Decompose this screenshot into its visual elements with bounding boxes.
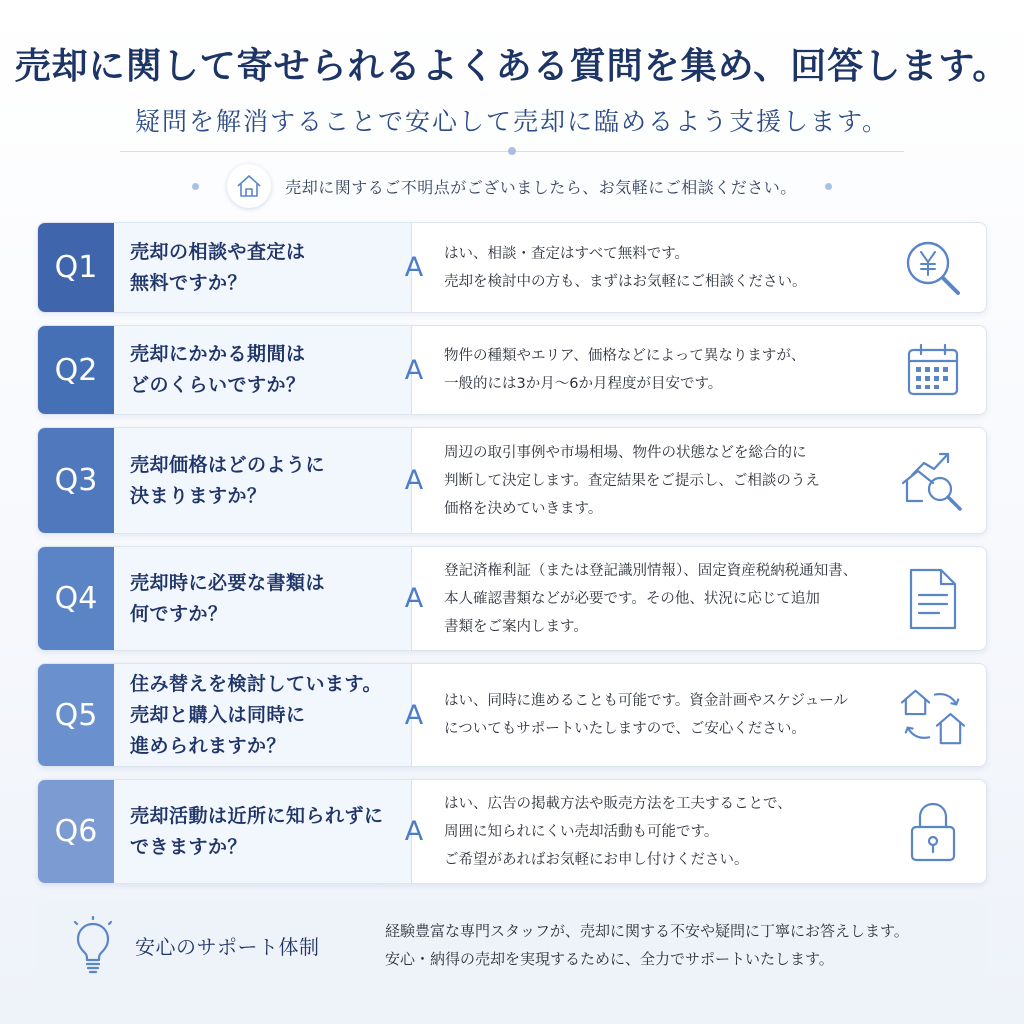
answer-text: はい、相談・査定はすべて無料です。 売却を検討中の方も、まずはお気軽にご相談ください。 [444, 245, 807, 290]
answer-mark: A [404, 699, 424, 731]
answer-text: 周辺の取引事例や市場相場、物件の状態などを総合的に 判断して決定します。査定結果をご提示し、ご相談のうえ 価格を決めていきます。 [444, 444, 820, 517]
answer-text: 物件の種類やエリア、価格などによって異なりますが、 一般的には3か月〜6か月程度が目安です。 [444, 348, 806, 392]
answer-text: 登記済権利証（または登記識別情報）、固定資産税納税通知書、 本人確認書類などが必要です。その他、状況に応じて追加 書類をご案内します。 [444, 562, 858, 635]
page-subtitle: 疑問を解消することで安心して売却に臨めるよう支援します。 [134, 107, 889, 136]
notice-text: 売却に関するご不明点がございましたら、お気軽にご相談ください。 [285, 177, 797, 197]
q-badge: Q1 [38, 223, 114, 312]
page-title: 売却に関して寄せられるよくある質問を集め、回答します。 [14, 45, 1010, 87]
question-text: 売却時に必要な書類は 何ですか？ [114, 547, 412, 650]
divider-dot [508, 147, 516, 155]
yen-search-icon [900, 223, 966, 312]
faq-card-q6 [37, 779, 987, 884]
question-text: 売却活動は近所に知られずに できますか？ [114, 780, 412, 883]
home-icon [227, 164, 271, 208]
answer-text: はい、広告の掲載方法や販売方法を工夫することで、 周囲に知られにくい売却活動も可能です。 ご希望があればお気軽にお申し付けください。 [444, 795, 792, 868]
answer-mark: A [404, 465, 424, 496]
question-text: 売却の相談や査定は 無料ですか？ [114, 223, 412, 312]
faq-card-q2 [37, 325, 987, 415]
house-chart-search-icon [900, 428, 966, 533]
q-badge: Q6 [38, 780, 114, 883]
house-exchange-icon [900, 664, 966, 766]
lightbulb-icon [71, 916, 115, 978]
q-badge: Q4 [38, 547, 114, 650]
notice-bar [0, 162, 1024, 210]
answer-mark: A [404, 583, 424, 614]
question-text: 売却にかかる期間は どのくらいですか？ [114, 326, 412, 414]
notice-dot-left [192, 183, 199, 190]
document-icon [900, 547, 966, 650]
answer-mark: A [404, 252, 424, 283]
padlock-icon [900, 780, 966, 883]
answer-mark: A [404, 354, 424, 386]
support-banner [37, 902, 987, 988]
faq-card-q4 [37, 546, 987, 651]
question-text: 売却価格はどのように 決まりますか？ [114, 428, 412, 533]
faq-card-q3 [37, 427, 987, 534]
support-description: 経験豊富な専門スタッフが、売却に関する不安や疑問に丁寧にお答えします。 安心・納得の売却を実現するために、全力でサポートいたします。 [385, 922, 909, 968]
q-badge: Q2 [38, 326, 114, 414]
support-label: 安心のサポート体制 [135, 934, 320, 959]
faq-card-q5 [37, 663, 987, 767]
answer-text: はい、同時に進めることも可能です。資金計画やスケジュール についてもサポートいたしますので、ご安心ください。 [444, 693, 848, 737]
calendar-icon [900, 326, 966, 414]
answer-mark: A [404, 816, 424, 847]
faq-card-q1 [37, 222, 987, 313]
q-badge: Q3 [38, 428, 114, 533]
q-badge: Q5 [38, 664, 114, 766]
question-text: 住み替えを検討しています。 売却と購入は同時に 進められますか？ [114, 664, 412, 766]
notice-dot-right [825, 183, 832, 190]
